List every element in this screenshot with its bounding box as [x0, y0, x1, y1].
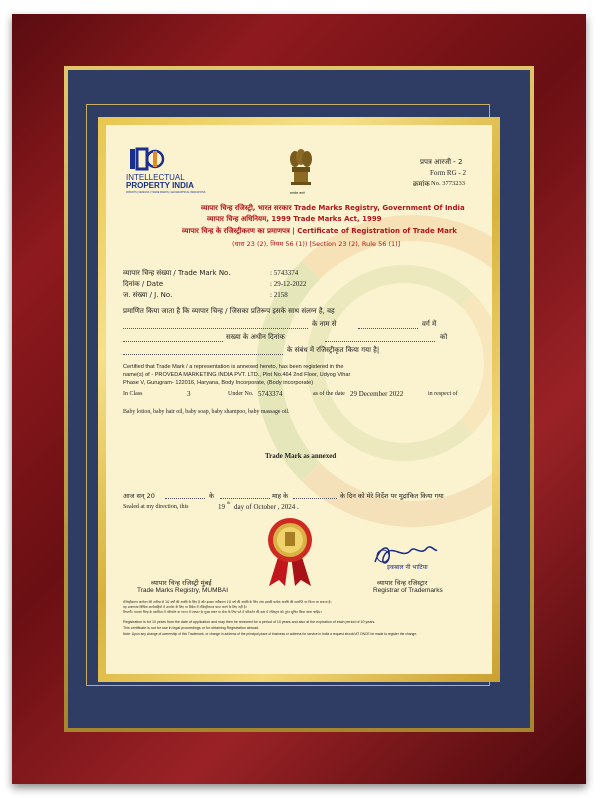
- hindi-para-line4: के संबंध में रजिस्ट्रीकृत किया गया है|: [287, 346, 380, 354]
- ipo-name-line2: PROPERTY INDIA: [126, 181, 194, 190]
- hindi-para-line2b: वर्ग में: [422, 320, 437, 328]
- certificate-heading: व्यापार चिन्ह के रजिस्ट्रीकरण का प्रमाणपत्र | Certificate of Registration of Trade Mark: [182, 227, 457, 235]
- in-class-label: In Class: [123, 391, 143, 397]
- blank-line: [123, 341, 223, 342]
- goods-list: Baby lotion, baby hair oil, baby soap, baby shampoo, baby massage oil.: [123, 409, 290, 415]
- under-no-label: Under No.: [228, 391, 254, 397]
- watermark-swirl-inner: [306, 265, 492, 461]
- serial-number: No. 3773233: [431, 180, 465, 187]
- today-mid2: माह के: [272, 492, 289, 500]
- registry-heading: व्यापार चिन्ह रजिस्ट्री, भारत सरकार Trade Marks Registry, Government Of India: [201, 204, 465, 212]
- left-sign-hindi: व्यापार चिन्ह रजिस्ट्री मुंबई: [151, 579, 212, 587]
- official-seal-icon: [265, 516, 315, 588]
- as-of-label: as of the date: [313, 391, 345, 397]
- today-start: आज सन् 20: [123, 492, 155, 500]
- form-number: Form RG - 2: [430, 169, 466, 177]
- date-value: : 29-12-2022: [270, 280, 307, 288]
- english-para-line1: Certified that Trade Mark / a representation is annexed hereto, has been registered in the: [123, 364, 344, 370]
- right-sign-english: Registrar of Trademarks: [373, 587, 443, 594]
- blank-line: [220, 498, 270, 499]
- blank-line: [293, 498, 337, 499]
- section-heading: (धारा 23 (2), नियम 56 (1)) [Section 23 (2), Rule 56 (1)]: [232, 240, 401, 248]
- sealed-day-suffix: th: [227, 500, 231, 505]
- ip-india-logo: [128, 147, 168, 173]
- blank-line: [123, 354, 283, 355]
- note-hindi-3: टिप्पणी: व्यापार चिन्ह के स्वामित्व में परिवर्तन या भारत में व्यापार के मुख्य स्थान या सेवा के लिए पते में परिवर्तन की दशा में रजिस्ट्रार को तुरंत सूचित किया जाना चाहिए।: [123, 610, 322, 614]
- blank-line: [165, 498, 205, 499]
- sealed-rest: day of October , 2024 .: [234, 503, 299, 511]
- registrar-hindi-signature: इकबाल नी भाटिया: [387, 564, 428, 571]
- note-english-2: This certificate is not for use in legal proceedings or for obtaining Registration abroad.: [123, 626, 260, 630]
- class-number: 3: [187, 390, 191, 398]
- note-hindi-1: रजिस्ट्रीकरण आवेदन की तारीख से 10 वर्षों की अवधि के लिए है और इसका नवीकरण 10 वर्ष की अवधि के लिए तथा इसकी प्रत्येक अवधि की समाप्ति पर किया जा सकता है।: [123, 600, 332, 604]
- note-hindi-2: यह प्रमाणपत्र विधिक कार्यवाहियों में उपयोग के लिए या विदेश में रजिस्ट्रीकरण प्राप्त करने के लिए नहीं है।: [123, 605, 247, 609]
- respect-label: in respect of: [428, 391, 458, 397]
- hindi-para-line1: प्रमाणित किया जाता है कि व्यापार चिन्ह / जिसका प्रतिरूप इसके साथ संलग्न है, वह: [123, 307, 335, 315]
- note-english-3: Note: Upon any change of ownership of this Trademark, or change in address of the principal place of business or address for service in India a request should AT ONCE be made to register the change.: [123, 632, 418, 636]
- english-para-line2: name(s) of - PROVEDA MARKETING INDIA PVT. LTD., Plot No.464 2nd Floor, Udyog Vihar: [123, 372, 351, 378]
- left-sign-english: Trade Marks Registry, MUMBAI: [137, 587, 229, 594]
- ipo-tagline: PATENTS | DESIGNS | TRADE MARKS | GEOGRAPHICAL INDICATIONS: [126, 191, 206, 194]
- today-mid1: के: [209, 492, 214, 500]
- date-label: दिनांक / Date: [123, 280, 164, 288]
- blank-line: [123, 328, 308, 329]
- class-date: 29 December 2022: [350, 390, 404, 398]
- blank-line: [358, 328, 418, 329]
- jno-label: ज. संख्या / J. No.: [123, 291, 173, 299]
- jno-value: : 2158: [270, 291, 288, 299]
- note-english-1: Registration is for 10 years from the date of application and may then be renewed for a period of 10 years and also at the expiration of each period of 10 years.: [123, 620, 376, 624]
- hindi-para-line3a: सख्या के अधीन दिनांक: [226, 333, 285, 341]
- ipo-name-line1: INTELLECTUAL: [126, 173, 185, 182]
- serial-label: क्रमांक: [413, 180, 430, 188]
- right-sign-hindi: व्यापार चिन्ह रजिस्ट्रार: [377, 579, 428, 587]
- under-number: 5743374: [258, 390, 283, 398]
- hindi-para-line2a: के नाम से: [312, 320, 337, 328]
- tm-no-value: : 5743374: [270, 269, 299, 277]
- act-heading: व्यापार चिन्ह अधिनियम, 1999 Trade Marks Act, 1999: [207, 215, 382, 223]
- sealed-day: 19: [218, 503, 225, 511]
- national-emblem-icon: [287, 147, 315, 191]
- sealed-prefix: Sealed at my direction, this: [123, 504, 189, 510]
- hindi-para-line3b: को: [440, 333, 448, 341]
- tm-no-label: व्यापार चिन्ह संख्या / Trade Mark No.: [123, 269, 231, 277]
- form-hindi: प्रपत्र आरजी - 2: [420, 158, 463, 166]
- emblem-motto: सत्यमेव जयते: [290, 191, 305, 195]
- trademark-annexed: Trade Mark as annexed: [265, 452, 337, 460]
- today-end: के दिन को मेरे निर्देश पर मुद्रांकित किया गया: [340, 492, 444, 500]
- english-para-line3: Phase V, Gurugram- 122016, Haryana, Body Incorporate, (Body incorporate): [123, 380, 314, 386]
- blank-line: [325, 341, 435, 342]
